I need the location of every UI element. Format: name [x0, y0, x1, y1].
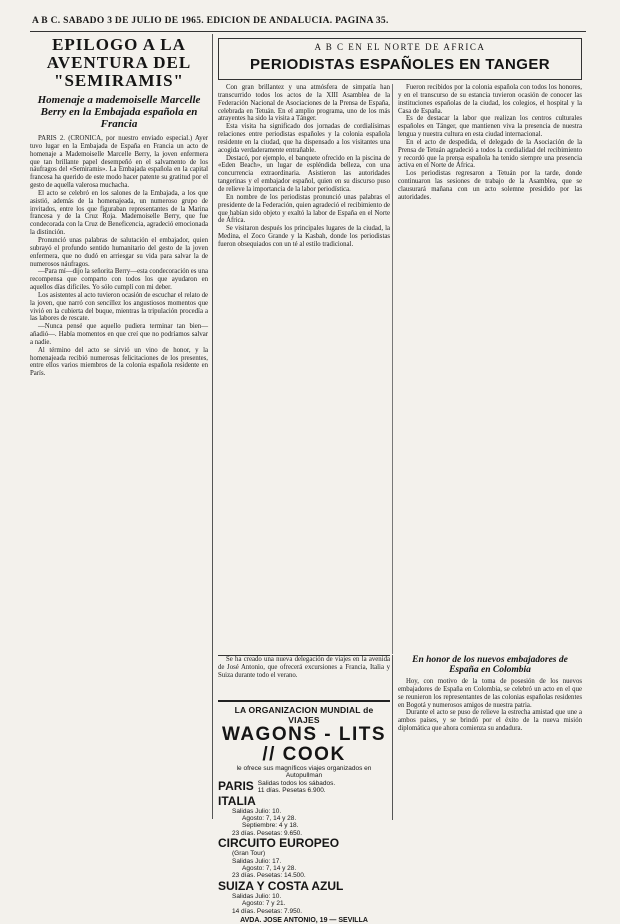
ad-intro: le ofrece sus magníficos viajes organizados en Autopullman	[236, 765, 372, 780]
article-paragraph: Con gran brillantez y una atmósfera de simpatía han transcurrido todos los actos de la XIII Asamblea de la Federación Nacional de Asociaciones de la Prensa de España, celebrada en Tetuán. En el amplio programa, uno de los más atrayentes ha sido la visita a Tánger.	[218, 84, 390, 123]
column-rule	[392, 655, 393, 820]
destination-detail: Salidas Julio: 10.	[232, 807, 282, 815]
destination-detail: Agosto: 7, 14 y 28.	[242, 865, 297, 873]
article-paragraph: Durante el acto se puso de relieve la estrecha amistad que une a ambos países, y se brindó por el éxito de la nueva misión diplomática que ahora comienza su andadura.	[398, 709, 582, 733]
top-rule	[30, 31, 586, 32]
article-paragraph: En nombre de los periodistas pronunció unas palabras el presidente de la Federación, quien agradeció el recibimiento de que habían sido objeto y exaltó la labor de España en el Norte de África.	[218, 193, 390, 225]
article-paragraph: —Para mí—dijo la señorita Berry—esta condecoración es una recompensa que comparto con todos los que ayudaron en aquellos días difíciles. Yo sólo cumplí con mi deber.	[30, 268, 208, 292]
ad-destination	[218, 837, 390, 880]
ad-destination	[218, 795, 390, 838]
article-headline: EPILOGO A LA AVENTURA DEL "SEMIRAMIS"	[46, 35, 192, 90]
destination-detail: Salidas Julio: 10.	[232, 892, 282, 900]
destination-detail: 23 días. Pesetas: 14.500.	[232, 872, 306, 880]
ad-destination	[218, 780, 390, 795]
article-paragraph: Se visitaron después los principales lugares de la ciudad, la Medina, el Zoco Grande y la Kasbah, donde los periodistas fueron obsequiados con un té al estilo tradicional.	[218, 225, 390, 248]
article-semiramis	[30, 34, 208, 814]
ad-organization: LA ORGANIZACION MUNDIAL de VIAJES	[234, 705, 374, 725]
travel-advertisement	[218, 700, 390, 924]
article-headline: PERIODISTAS ESPAÑOLES EN TANGER	[250, 56, 550, 73]
destination-detail: 11 días. Pesetas 6.900.	[257, 787, 326, 795]
destination-detail: Septiembre: 4 y 18.	[242, 822, 299, 830]
article-tanger-part2	[398, 84, 582, 652]
article-paragraph: Es de destacar la labor que realizan los centros culturales españoles en Tánger, que mantienen viva la presencia de nuestra lengua y nuestra cultura en esta ciudad internacional.	[398, 115, 582, 139]
destination-name: SUIZA Y COSTA AZUL	[218, 878, 344, 893]
article-tanger-part1	[218, 84, 390, 652]
article-paragraph: En el acto de despedida, el delegado de la Asociación de la Prensa de Tetuán agradeció a todos la cordialidad del recibimiento y recordó que la prensa española ha tenido siempre una presencia activa en el Norte de África.	[398, 138, 582, 170]
article-paragraph: PARIS 2. (CRONICA, por nuestro enviado especial.) Ayer tuvo lugar en la Embajada de España en Francia un acto de homenaje a Mademoiselle Marcelle Berry, la joven enfermera que tan brillante papel desempeñó en el salvamento de los náufragos del «Semiramis». La Embajada española en la capital francesa ha querido de este modo hacer patente su gratitud por el gesto de aquella valerosa muchacha.	[30, 135, 208, 190]
destination-name: ITALIA	[218, 793, 256, 808]
article-headline: En honor de los nuevos embajadores de España en Colombia	[412, 655, 568, 675]
short-notice	[218, 655, 390, 696]
article-paragraph: Al término del acto se sirvió un vino de honor, y la homenajeada recibió numerosas felicitaciones de los presentes, entre ellos varios miembros de la colonia española residente en París.	[30, 346, 208, 378]
article-subhead: Homenaje a mademoiselle Marcelle Berry en la Embajada española en Francia	[37, 94, 201, 130]
destination-name: PARIS	[218, 778, 254, 793]
article-paragraph: Los asistentes al acto tuvieron ocasión de escuchar el relato de la joven, que narró con sencillez los angustiosos momentos que vivió en la cubierta del buque, mientras la tripulación procedía a las labores de rescate.	[30, 291, 208, 323]
article-paragraph: El acto se celebró en los salones de la Embajada, a los que asistió, además de la homenajeada, un numeroso grupo de invitados, entre los que figuraban representantes de la Marina francesa y de la Cruz Roja. Mademoiselle Berry, que fue condecorada con la Cruz de Beneficencia, agradeció emocionada la distinción.	[30, 189, 208, 237]
notice-text: Se ha creado una nueva delegación de viajes en la avenida de José Antonio, que ofrecerá excursiones a Francia, Italia y Suiza durante todo el verano.	[218, 656, 390, 679]
ad-brand: WAGONS - LITS // COOK	[221, 724, 387, 765]
destination-detail: (Gran Tour)	[232, 850, 266, 858]
headline-box	[218, 38, 582, 80]
column-rule	[212, 34, 213, 819]
destination-detail: Salidas Julio: 17.	[232, 857, 282, 865]
ad-address: AVDA. JOSE ANTONIO, 19 — SEVILLA	[240, 917, 368, 924]
destination-detail: 14 días. Pesetas: 7.950.	[232, 907, 303, 915]
article-paragraph: —Nunca pensé que aquello pudiera terminar tan bien—añadió—. Había momentos en que creí que no podríamos salvar a nadie.	[30, 323, 208, 346]
destination-detail: Salidas todos los sábados.	[257, 779, 336, 787]
article-paragraph: Pronunció unas palabras de salutación el embajador, quien subrayó el profundo sentido humanitario del gesto de la joven enfermera, que no dudó en arriesgar su vida para salvar la de numerosos náufragos.	[30, 236, 208, 268]
article-paragraph: Destacó, por ejemplo, el banquete ofrecido en la piscina de «Eden Beach», un lugar de espléndida belleza, con una concurrencia extraordinaria. Asistieron las autoridades tangerinas y el embajador español, quien en su discurso puso de relieve la importancia de la labor periodística.	[218, 154, 390, 193]
page-folio: A B C. SABADO 3 DE JULIO DE 1965. EDICION DE ANDALUCIA. PAGINA 35.	[32, 16, 389, 26]
article-paragraph: Hoy, con motivo de la toma de posesión de los nuevos embajadores de España en Colombia, se celebró un acto en el que se reunieron los representantes de las colonias españolas residentes en Bogotá y numerosos amigos de nuestra patria.	[398, 678, 582, 709]
destination-detail: Agosto: 7 y 21.	[242, 900, 286, 908]
destination-detail: Agosto: 7, 14 y 28.	[242, 815, 297, 823]
column-rule	[392, 84, 393, 654]
article-colombia	[398, 655, 582, 817]
section-kicker: A B C EN EL NORTE DE AFRICA	[314, 42, 486, 52]
destination-name: CIRCUITO EUROPEO	[218, 836, 340, 851]
ad-destination	[218, 880, 390, 915]
article-paragraph: Fueron recibidos por la colonia española con todos los honores, y en el transcurso de su estancia tuvieron ocasión de conocer las instituciones españolas de la ciudad, los colegios, el hospital y la Casa de España.	[398, 84, 582, 115]
destination-detail: 23 días. Pesetas: 9.650.	[232, 829, 303, 837]
article-paragraph: Esta visita ha significado dos jornadas de cordialísimas relaciones entre periodistas españoles y la colonia española residente en la ciudad, que ha dispensado a los visitantes una acogida verdaderamente entrañable.	[218, 123, 390, 154]
article-paragraph: Los periodistas regresaron a Tetuán por la tarde, donde continuaron las sesiones de trabajo de la Asamblea, que se clausurará mañana con un acto solemne presidido por las autoridades.	[398, 170, 582, 201]
